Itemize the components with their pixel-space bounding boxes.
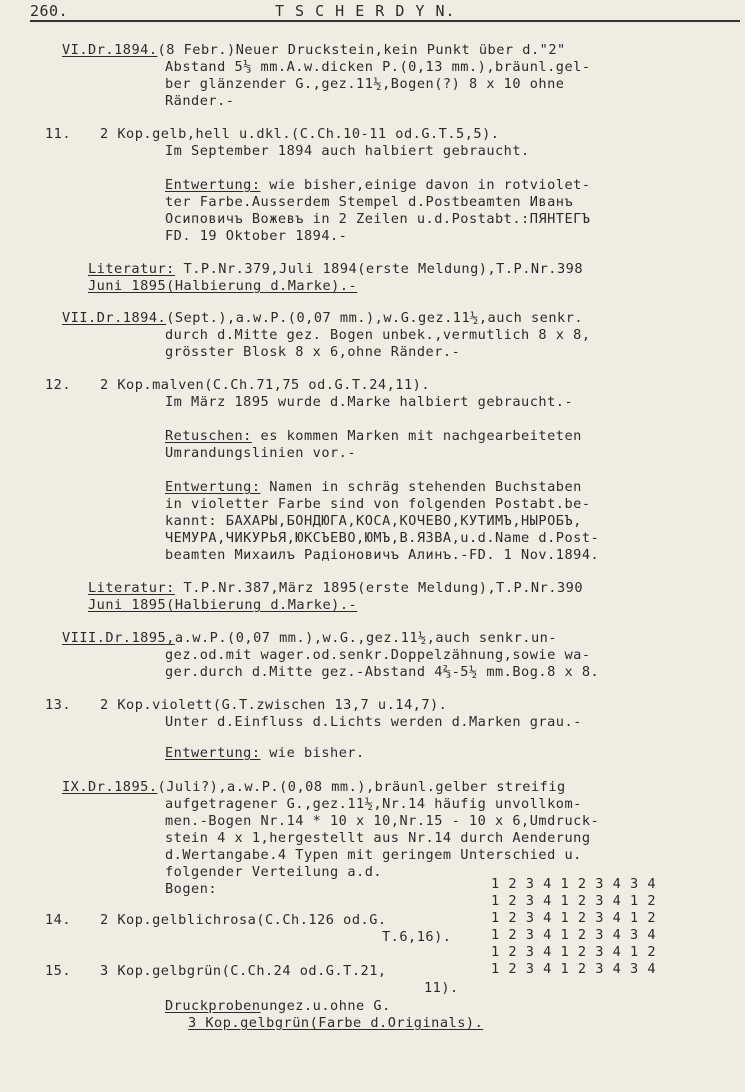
retuschen-label: Retuschen: xyxy=(165,428,252,444)
druckproben-label: Druckproben xyxy=(165,998,261,1014)
item-12-entwertung-line-1: Entwertung: Namen in schräg stehenden Buchstaben xyxy=(165,479,582,495)
type-grid-row: 1 2 3 4 1 2 3 4 1 2 xyxy=(491,944,656,960)
entwertung-label: Entwertung: xyxy=(165,479,261,495)
druckproben-line-1: Druckprobenungez.u.ohne G. xyxy=(165,998,391,1014)
type-grid-row: 1 2 3 4 1 2 3 4 3 4 xyxy=(491,927,656,943)
literatur-label: Literatur: xyxy=(88,261,175,277)
literatur-2-line-2: Juni 1895(Halbierung d.Marke).- xyxy=(88,597,358,613)
section-viii-line-2: gez.od.mit wager.od.senkr.Doppelzähnung,sowie wa- xyxy=(165,647,591,663)
item-11-entwertung-line-1: Entwertung: wie bisher,einige davon in rotviolet- xyxy=(165,177,591,193)
section-ix-line-5: d.Wertangabe.4 Typen mit geringem Unterschied u. xyxy=(165,847,582,863)
type-grid-row: 1 2 3 4 1 2 3 4 1 2 xyxy=(491,893,656,909)
item-12-line-1: 2 Kop.malven(C.Ch.71,75 od.G.T.24,11). xyxy=(100,377,430,393)
item-12-entwertung-line-2: in violetter Farbe sind von folgenden Postabt.be- xyxy=(165,496,591,512)
item-15-line-1: 3 Kop.gelbgrün(C.Ch.24 od.G.T.21, xyxy=(100,963,387,979)
section-vii-line-1: VII.Dr.1894.(Sept.),a.w.P.(0,07 mm.),w.G.gez.11½,auch senkr. xyxy=(62,310,584,326)
item-13-line-2: Unter d.Einfluss d.Lichts werden d.Marken grau.- xyxy=(165,714,582,730)
section-ix-line-4: stein 4 x 1,hergestellt aus Nr.14 durch Aenderung xyxy=(165,830,591,846)
item-15-number: 15. xyxy=(45,963,72,979)
type-grid-row: 1 2 3 4 1 2 3 4 3 4 xyxy=(491,876,656,892)
section-vii-heading: VII.Dr.1894. xyxy=(62,310,167,326)
section-ix-line-6: folgender Verteilung a.d. xyxy=(165,864,383,880)
item-11-number: 11. xyxy=(45,126,72,142)
section-vii-line-2: durch d.Mitte gez. Bogen unbek.,vermutlich 8 x 8, xyxy=(165,327,591,343)
item-12-entwertung-line-4: ЧЕМУРА,ЧИКУРЬЯ,ЮКСЪЕВО,ЮМЪ,В.ЯЗВА,u.d.Name d.Post- xyxy=(165,530,600,546)
page-title: T S C H E R D Y N. xyxy=(275,2,456,20)
druckproben-line-2: 3 Kop.gelbgrün(Farbe d.Originals). xyxy=(188,1015,484,1031)
item-12-number: 12. xyxy=(45,377,72,393)
section-ix-line-1: IX.Dr.1895.(Juli?),a.w.P.(0,08 mm.),bräunl.gelber streifig xyxy=(62,779,566,795)
section-ix-line-2: aufgetragener G.,gez.11½,Nr.14 häufig unvollkom- xyxy=(165,796,582,812)
type-grid-row: 1 2 3 4 1 2 3 4 3 4 xyxy=(491,961,656,977)
item-14-line-1: 2 Kop.gelblichrosa(C.Ch.126 od.G. xyxy=(100,912,387,928)
item-13-number: 13. xyxy=(45,697,72,713)
entwertung-label: Entwertung: xyxy=(165,177,261,193)
section-ix-heading: IX.Dr.1895. xyxy=(62,779,158,795)
item-12-entwertung-line-3: kannt: БАХАРЫ,БОНДЮГА,КОСА,КОЧЕВО,КУТИМЪ,НЫРОБЪ, xyxy=(165,513,582,529)
page-number: 260. xyxy=(30,2,69,20)
section-vi-line-4: Ränder.- xyxy=(165,93,235,109)
item-15-line-2: 11). xyxy=(424,980,459,996)
item-12-line-2: Im März 1895 wurde d.Marke halbiert gebraucht.- xyxy=(165,394,574,410)
item-14-number: 14. xyxy=(45,912,72,928)
item-11-entwertung-line-4: FD. 19 Oktober 1894.- xyxy=(165,228,348,244)
section-viii-heading: VIII.Dr.1895, xyxy=(62,630,175,646)
section-ix-line-3: men.-Bogen Nr.14 * 10 x 10,Nr.15 - 10 x 6,Umdruck- xyxy=(165,813,600,829)
item-13-entwertung-line-1: Entwertung: wie bisher. xyxy=(165,745,365,761)
section-viii-line-1: VIII.Dr.1895,a.w.P.(0,07 mm.),w.G.,gez.11½,auch senkr.un- xyxy=(62,630,558,646)
section-ix-line-7: Bogen: xyxy=(165,881,218,897)
item-11-entwertung-line-3: Осиповичъ Вожевъ in 2 Zeilen u.d.Postabt.:ПЯНТЕГЪ xyxy=(165,211,591,227)
literatur-1-line-1: Literatur: T.P.Nr.379,Juli 1894(erste Meldung),T.P.Nr.398 xyxy=(88,261,583,277)
item-13-line-1: 2 Kop.violett(G.T.zwischen 13,7 u.14,7). xyxy=(100,697,448,713)
header-rule xyxy=(30,20,740,22)
section-vi-line-2: Abstand 5⅓ mm.A.w.dicken P.(0,13 mm.),bräunl.gel- xyxy=(165,59,591,75)
section-vi-line-1: VI.Dr.1894.(8 Febr.)Neuer Druckstein,kein Punkt über d."2" xyxy=(62,42,566,58)
section-vi-line-3: ber glänzender G.,gez.11½,Bogen(?) 8 x 10 ohne xyxy=(165,76,565,92)
item-14-line-2: T.6,16). xyxy=(382,929,452,945)
section-viii-line-3: ger.durch d.Mitte gez.-Abstand 4⅔-5½ mm.Bog.8 x 8. xyxy=(165,664,600,680)
item-11-line-1: 2 Kop.gelb,hell u.dkl.(C.Ch.10-11 od.G.T.5,5). xyxy=(100,126,500,142)
item-12-entwertung-line-5: beamten Михаилъ Радіоновичъ Алинъ.-FD. 1 Nov.1894. xyxy=(165,547,600,563)
item-12-retuschen-line-2: Umrandungslinien vor.- xyxy=(165,445,357,461)
literatur-2-line-1: Literatur: T.P.Nr.387,März 1895(erste Meldung),T.P.Nr.390 xyxy=(88,580,583,596)
section-vii-line-3: grösster Blosk 8 x 6,ohne Ränder.- xyxy=(165,344,461,360)
entwertung-label: Entwertung: xyxy=(165,745,261,761)
literatur-1-line-2: Juni 1895(Halbierung d.Marke).- xyxy=(88,278,358,294)
type-grid-row: 1 2 3 4 1 2 3 4 1 2 xyxy=(491,910,656,926)
item-12-retuschen-line-1: Retuschen: es kommen Marken mit nachgearbeiteten xyxy=(165,428,582,444)
literatur-label: Literatur: xyxy=(88,580,175,596)
section-vi-heading: VI.Dr.1894. xyxy=(62,42,158,58)
item-11-line-2: Im September 1894 auch halbiert gebraucht. xyxy=(165,143,530,159)
item-11-entwertung-line-2: ter Farbe.Ausserdem Stempel d.Postbeamten Иванъ xyxy=(165,194,574,210)
